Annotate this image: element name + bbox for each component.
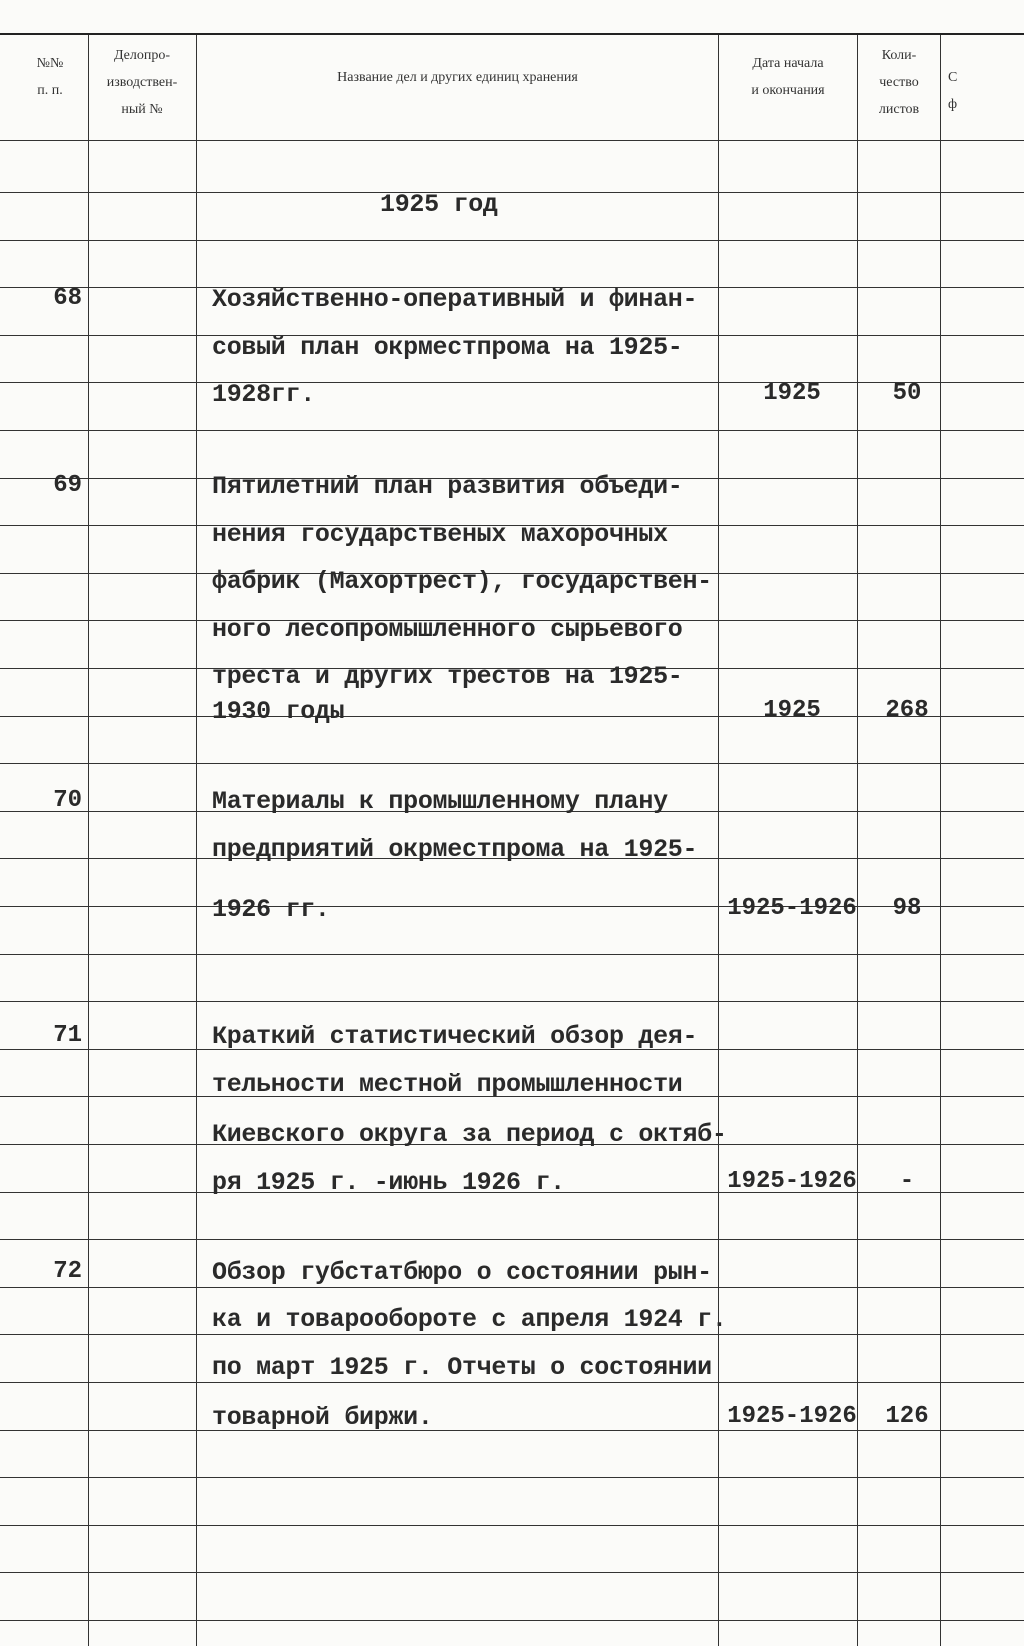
record-number: 70 (53, 787, 82, 814)
ruled-line (0, 1572, 1024, 1573)
record-title-line: по март 1925 г. Отчеты о состоянии (212, 1353, 712, 1382)
ruled-line (0, 1382, 1024, 1383)
record-title-line: ка и товарообороте с апреля 1924 г. (212, 1305, 727, 1334)
header-title: Название дел и других единиц хранения (337, 70, 578, 85)
record-sheets: 98 (892, 895, 922, 922)
ruled-line (0, 430, 1024, 431)
ruled-line (0, 1239, 1024, 1240)
record-number: 72 (53, 1258, 82, 1285)
record-sheets: 268 (885, 697, 929, 724)
record-title-line: Материалы к промышленному плану (212, 787, 668, 816)
record-title-line: 1928гг. (212, 380, 315, 409)
record-number: 71 (53, 1022, 82, 1049)
header-sheets: Коли- (881, 48, 917, 63)
ruled-line (0, 1477, 1024, 1478)
ruled-line (0, 1001, 1024, 1002)
record-title-line: ря 1925 г. -июнь 1926 г. (212, 1168, 565, 1197)
ruled-line (0, 240, 1024, 241)
record-title-line: Обзор губстатбюро о состоянии рын- (212, 1258, 712, 1287)
record-dates: 1925 (763, 697, 821, 724)
ruled-line (0, 1525, 1024, 1526)
column-divider (196, 35, 197, 1646)
top-rule (0, 33, 1024, 35)
column-divider (718, 35, 719, 1646)
record-title-line: 1930 годы (212, 697, 345, 726)
ruled-line (0, 1334, 1024, 1335)
record-title-line: нения государственых махорочных (212, 520, 668, 549)
ruled-line (0, 192, 1024, 193)
header-rule (0, 140, 1024, 141)
ruled-line (0, 1620, 1024, 1621)
record-title-line: Пятилетний план развития объеди- (212, 472, 683, 501)
record-title-line: ного лесопромышленного сырьевого (212, 615, 683, 644)
record-sheets: 126 (885, 1403, 929, 1430)
header-dates: Дата начала (752, 56, 824, 71)
record-title-line: треста и других трестов на 1925- (212, 662, 683, 691)
record-sheets: - (899, 1168, 915, 1195)
column-divider (88, 35, 89, 1646)
ruled-line (0, 1430, 1024, 1431)
ruled-line (0, 763, 1024, 764)
record-title-line: 1926 гг. (212, 895, 330, 924)
record-title-line: Хозяйственно-оперативный и финан- (212, 285, 698, 314)
section-title: 1925 год (380, 190, 498, 219)
ruled-line (0, 954, 1024, 955)
header-number: №№ (36, 56, 64, 71)
record-title-line: товарной биржи. (212, 1403, 433, 1432)
record-number: 68 (53, 285, 82, 312)
record-dates: 1925 (763, 380, 821, 407)
record-title-line: Краткий статистический обзор дея- (212, 1022, 698, 1051)
record-dates: 1925-1926 (727, 1403, 857, 1430)
record-title-line: предприятий окрместпрома на 1925- (212, 835, 698, 864)
record-title-line: тельности местной промышленности (212, 1070, 683, 1099)
record-dates: 1925-1926 (727, 1168, 857, 1195)
record-sheets: 50 (892, 380, 922, 407)
record-dates: 1925-1926 (727, 895, 857, 922)
record-title-line: Киевского округа за период с октяб- (212, 1120, 727, 1149)
header-office-number: Делопро- (113, 48, 171, 63)
record-title-line: совый план окрместпрома на 1925- (212, 333, 683, 362)
record-number: 69 (53, 472, 82, 499)
record-title-line: фабрик (Махортрест), государствен- (212, 567, 712, 596)
ruled-line (0, 1287, 1024, 1288)
